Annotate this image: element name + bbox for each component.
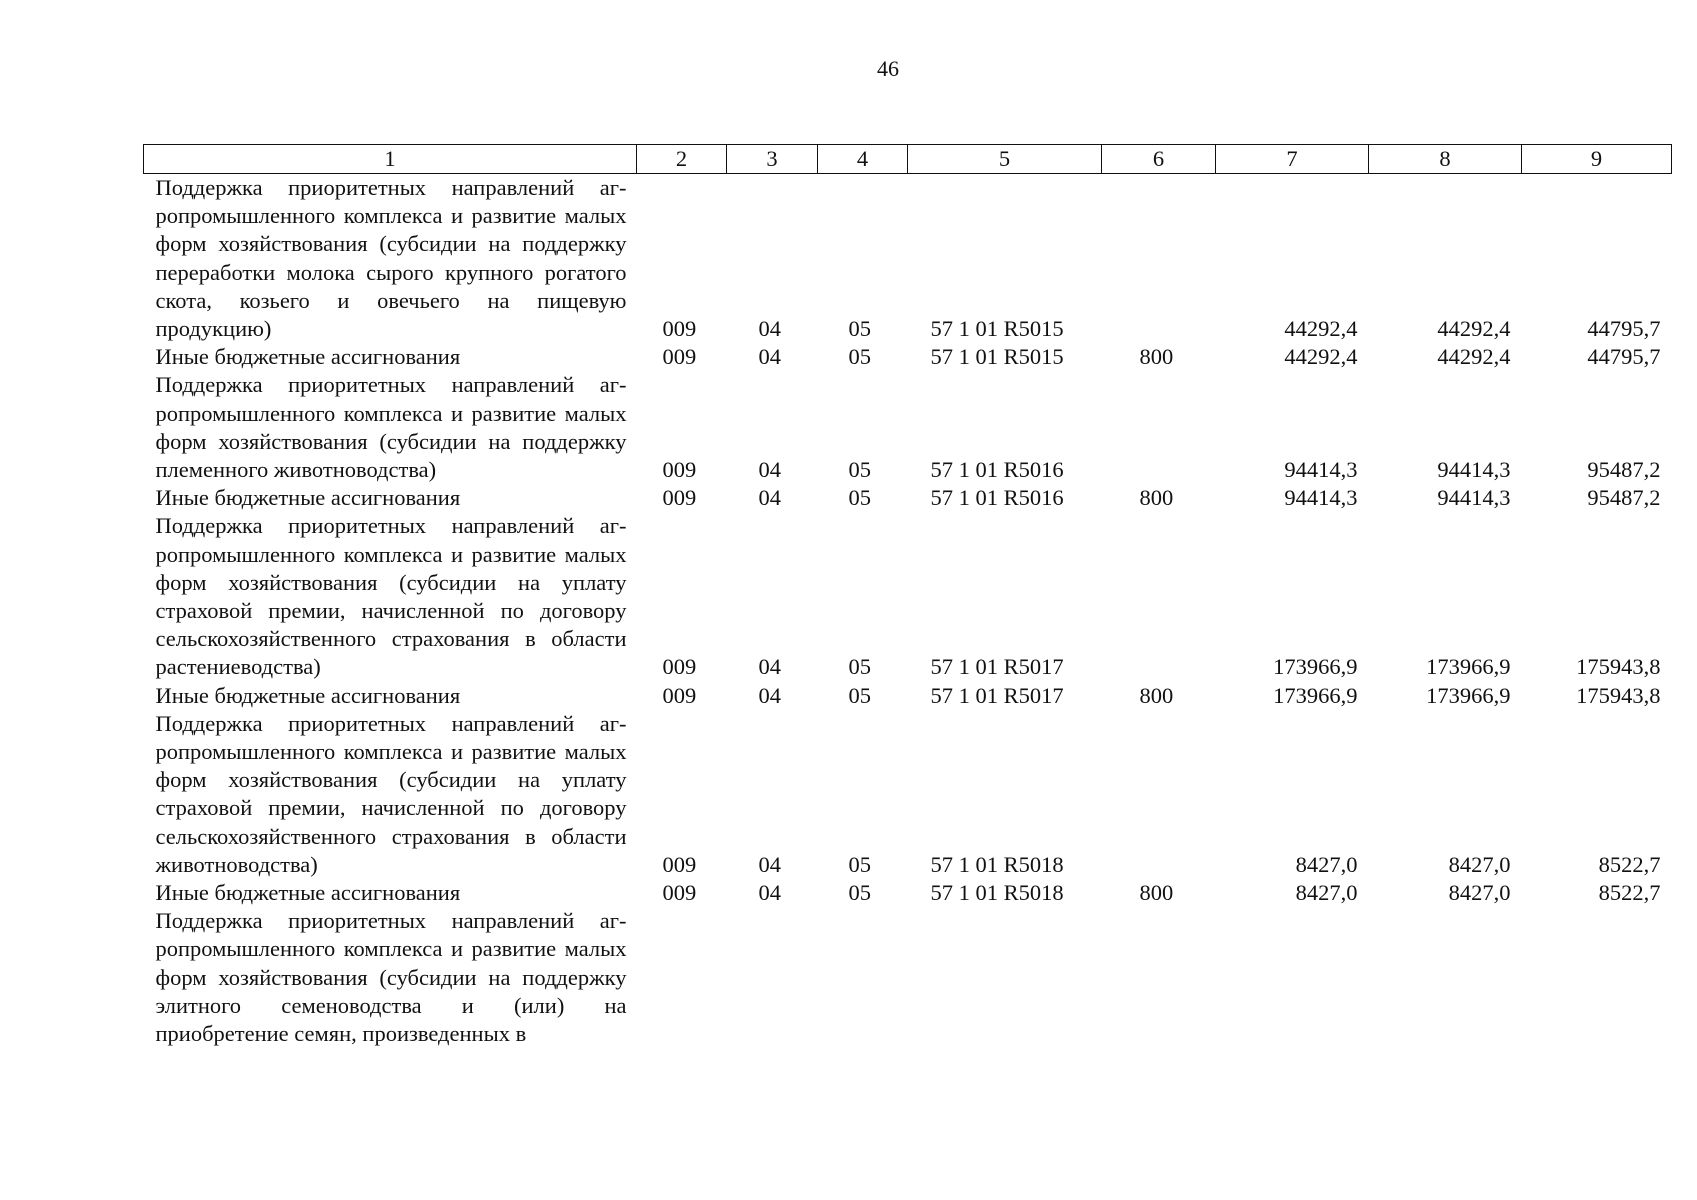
row-name: Иные бюджетные ассигнования	[155, 682, 461, 708]
header-col-2: 2	[637, 145, 727, 174]
row-col-4: 05	[848, 457, 871, 483]
row-col-4: 05	[848, 654, 871, 680]
header-col-1: 1	[144, 145, 637, 174]
row-name: Поддержка приоритетных направлений агропромышленного комплекса и развитие малых форм хозяйствования (субсидии на уплату страховой премии, начисленной по договору сельскохозяйственного страхования в области растениеводства)	[155, 513, 627, 680]
table-row	[144, 484, 1672, 512]
row-col-6	[1102, 174, 1216, 344]
row-col-5	[908, 907, 1102, 1048]
table-row	[144, 907, 1672, 1048]
row-col-7: 8427,0	[1295, 880, 1358, 906]
row-col-3: 04	[758, 344, 781, 370]
row-col-9: 175943,8	[1576, 682, 1661, 708]
header-col-4: 4	[818, 145, 908, 174]
row-col-5: 57 1 01 R5017	[930, 654, 1064, 680]
budget-table	[143, 144, 1672, 1048]
row-name: Поддержка приоритетных направлений агропромышленного комплекса и развитие малых форм хозяйствования (субсидии на уплату страховой премии, начисленной по договору сельскохозяйственного страхования в области животноводства)	[155, 710, 627, 877]
row-col-6	[1102, 907, 1216, 1048]
table-row	[144, 879, 1672, 907]
row-col-5: 57 1 01 R5018	[930, 880, 1064, 906]
row-col-8: 94414,3	[1437, 485, 1511, 511]
row-col-8: 173966,9	[1426, 682, 1511, 708]
row-col-4	[818, 907, 908, 1048]
row-col-2: 009	[662, 654, 697, 680]
row-name: Поддержка приоритетных направлений агропромышленного комплекса и развитие малых форм хозяйствования (субсидии на поддержку племенного животноводства)	[155, 372, 627, 483]
row-col-3: 04	[758, 316, 781, 342]
row-col-7: 44292,4	[1284, 344, 1358, 370]
header-col-5: 5	[908, 145, 1102, 174]
row-col-3	[727, 907, 818, 1048]
row-col-2: 009	[662, 880, 697, 906]
row-col-3: 04	[758, 485, 781, 511]
row-col-9: 175943,8	[1576, 654, 1661, 680]
row-col-4: 05	[848, 316, 871, 342]
row-col-7	[1216, 907, 1369, 1048]
row-col-9: 8522,7	[1598, 851, 1661, 877]
row-col-5: 57 1 01 R5016	[930, 457, 1064, 483]
row-col-8: 173966,9	[1426, 654, 1511, 680]
row-name: Поддержка приоритетных направлений агропромышленного комплекса и развитие малых форм хозяйствования (субсидии на поддержку элитного семеноводства и (или) на приобретение семян, произведенных в	[155, 908, 627, 1047]
table-row	[144, 512, 1672, 681]
row-col-6: 800	[1139, 880, 1174, 906]
row-col-5: 57 1 01 R5016	[930, 485, 1064, 511]
row-col-4: 05	[848, 880, 871, 906]
row-col-2: 009	[662, 485, 697, 511]
row-col-9: 95487,2	[1587, 457, 1661, 483]
row-col-7: 8427,0	[1295, 851, 1358, 877]
row-col-9: 95487,2	[1587, 485, 1661, 511]
row-col-2: 009	[662, 682, 697, 708]
row-col-6	[1102, 512, 1216, 681]
row-col-5: 57 1 01 R5017	[930, 682, 1064, 708]
row-col-6: 800	[1139, 485, 1174, 511]
row-col-8: 8427,0	[1448, 880, 1511, 906]
row-col-3: 04	[758, 682, 781, 708]
row-col-6: 800	[1139, 344, 1174, 370]
row-col-8: 8427,0	[1448, 851, 1511, 877]
page-number: 46	[877, 56, 899, 81]
row-name: Иные бюджетные ассигнования	[155, 880, 461, 906]
row-col-4: 05	[848, 682, 871, 708]
row-col-4: 05	[848, 344, 871, 370]
row-col-3: 04	[758, 457, 781, 483]
row-col-5: 57 1 01 R5018	[930, 851, 1064, 877]
row-col-3: 04	[758, 851, 781, 877]
row-col-2: 009	[662, 344, 697, 370]
row-col-7: 94414,3	[1284, 485, 1358, 511]
row-col-3: 04	[758, 880, 781, 906]
row-col-8	[1369, 907, 1522, 1048]
row-col-4: 05	[848, 851, 871, 877]
row-col-8: 94414,3	[1437, 457, 1511, 483]
row-name: Поддержка приоритетных направлений агропромышленного комплекса и развитие малых форм хозяйствования (субсидии на поддержку переработки молока сырого крупного рогатого скота, козьего и овечьего на пищевую продукцию)	[155, 175, 627, 342]
row-col-2: 009	[662, 316, 697, 342]
row-col-9: 8522,7	[1598, 880, 1661, 906]
header-col-9: 9	[1522, 145, 1672, 174]
row-col-2: 009	[662, 851, 697, 877]
row-col-7: 173966,9	[1273, 654, 1358, 680]
row-col-5: 57 1 01 R5015	[930, 344, 1064, 370]
row-col-8: 44292,4	[1437, 344, 1511, 370]
row-col-6	[1102, 710, 1216, 879]
table-header-row	[144, 145, 1672, 174]
header-col-8: 8	[1369, 145, 1522, 174]
row-col-2	[637, 907, 727, 1048]
row-col-4: 05	[848, 485, 871, 511]
header-col-3: 3	[727, 145, 818, 174]
row-name: Иные бюджетные ассигнования	[155, 485, 461, 511]
row-col-6: 800	[1139, 682, 1174, 708]
row-col-7: 173966,9	[1273, 682, 1358, 708]
header-col-7: 7	[1216, 145, 1369, 174]
row-col-6	[1102, 371, 1216, 484]
row-col-7: 44292,4	[1284, 316, 1358, 342]
row-col-8: 44292,4	[1437, 316, 1511, 342]
header-col-6: 6	[1102, 145, 1216, 174]
row-col-9	[1522, 907, 1672, 1048]
row-col-3: 04	[758, 654, 781, 680]
row-col-5: 57 1 01 R5015	[930, 316, 1064, 342]
table-row	[144, 682, 1672, 710]
table-row	[144, 174, 1672, 344]
row-col-9: 44795,7	[1587, 316, 1661, 342]
table-row	[144, 343, 1672, 371]
table-row	[144, 710, 1672, 879]
row-col-9: 44795,7	[1587, 344, 1661, 370]
row-col-2: 009	[662, 457, 697, 483]
row-col-7: 94414,3	[1284, 457, 1358, 483]
table-row	[144, 371, 1672, 484]
row-name: Иные бюджетные ассигнования	[155, 344, 461, 370]
